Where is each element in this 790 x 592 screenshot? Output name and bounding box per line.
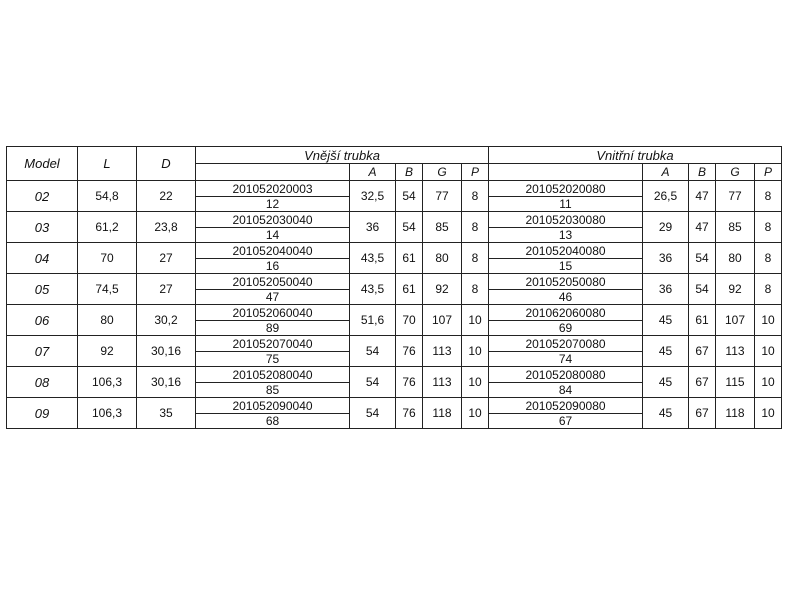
outer-code-cell [196, 367, 350, 398]
outer-g-cell: 77 [423, 181, 462, 212]
outer-code-cell [196, 305, 350, 336]
d-cell: 27 [137, 243, 196, 274]
d-cell: 35 [137, 398, 196, 429]
d-cell: 22 [137, 181, 196, 212]
col-header-l: L [78, 147, 137, 181]
outer-part-number: 85 [265, 382, 280, 397]
inner-a-cell: 45 [643, 305, 689, 336]
outer-a-cell: 54 [350, 336, 396, 367]
outer-b-cell: 76 [396, 336, 423, 367]
outer-part-code: 201052020003 [196, 182, 349, 197]
inner-code-cell [489, 243, 643, 274]
outer-part-number: 89 [265, 320, 280, 335]
outer-g-cell: 107 [423, 305, 462, 336]
inner-part-code: 201052080080 [489, 368, 642, 383]
inner-p-cell: 8 [755, 243, 782, 274]
l-cell: 54,8 [78, 181, 137, 212]
outer-part-number: 12 [265, 196, 280, 211]
inner-b-cell: 61 [689, 305, 716, 336]
outer-col-header-code [196, 164, 350, 181]
inner-part-code: 201052070080 [489, 337, 642, 352]
group-header-outer-tube: Vnější trubka [196, 147, 489, 164]
outer-b-cell: 76 [396, 367, 423, 398]
outer-p-cell: 8 [462, 181, 489, 212]
outer-part-code: 201052030040 [196, 213, 349, 228]
inner-code-cell [489, 212, 643, 243]
outer-a-cell: 43,5 [350, 243, 396, 274]
header-row-groups [7, 147, 782, 164]
inner-g-cell: 80 [716, 243, 755, 274]
outer-col-header-p: P [462, 164, 489, 181]
table-row [7, 243, 782, 274]
outer-g-cell: 113 [423, 336, 462, 367]
model-cell: 06 [7, 305, 78, 336]
table-row [7, 336, 782, 367]
model-cell: 08 [7, 367, 78, 398]
outer-p-cell: 8 [462, 212, 489, 243]
outer-code-cell [196, 398, 350, 429]
outer-b-cell: 54 [396, 212, 423, 243]
inner-part-number: 15 [558, 258, 573, 273]
outer-g-cell: 92 [423, 274, 462, 305]
outer-a-cell: 54 [350, 367, 396, 398]
inner-b-cell: 67 [689, 336, 716, 367]
inner-p-cell: 8 [755, 274, 782, 305]
inner-part-code: 201062060080 [489, 306, 642, 321]
inner-code-cell [489, 367, 643, 398]
outer-part-code: 201052050040 [196, 275, 349, 290]
l-cell: 106,3 [78, 398, 137, 429]
l-cell: 74,5 [78, 274, 137, 305]
inner-part-number: 69 [558, 320, 573, 335]
outer-a-cell: 43,5 [350, 274, 396, 305]
l-cell: 106,3 [78, 367, 137, 398]
outer-g-cell: 80 [423, 243, 462, 274]
inner-part-number: 84 [558, 382, 573, 397]
outer-part-number: 75 [265, 351, 280, 366]
inner-part-number: 11 [559, 196, 572, 211]
outer-part-number: 16 [265, 258, 280, 273]
inner-g-cell: 85 [716, 212, 755, 243]
col-header-model: Model [7, 147, 78, 181]
inner-part-code: 201052040080 [489, 244, 642, 259]
l-cell: 70 [78, 243, 137, 274]
model-cell: 02 [7, 181, 78, 212]
outer-p-cell: 10 [462, 367, 489, 398]
inner-code-cell [489, 305, 643, 336]
inner-part-number: 74 [558, 351, 573, 366]
inner-part-code: 201052050080 [489, 275, 642, 290]
inner-p-cell: 10 [755, 398, 782, 429]
model-cell: 03 [7, 212, 78, 243]
outer-p-cell: 10 [462, 398, 489, 429]
inner-b-cell: 47 [689, 212, 716, 243]
outer-part-code: 201052080040 [196, 368, 349, 383]
outer-p-cell: 8 [462, 243, 489, 274]
inner-p-cell: 8 [755, 181, 782, 212]
inner-part-code: 201052030080 [489, 213, 642, 228]
inner-a-cell: 45 [643, 336, 689, 367]
inner-a-cell: 45 [643, 398, 689, 429]
outer-b-cell: 76 [396, 398, 423, 429]
table-row [7, 305, 782, 336]
inner-a-cell: 45 [643, 367, 689, 398]
inner-col-header-a: A [643, 164, 689, 181]
inner-part-number: 46 [558, 289, 573, 304]
outer-code-cell [196, 243, 350, 274]
inner-code-cell [489, 336, 643, 367]
inner-part-number: 13 [558, 227, 573, 242]
inner-code-cell [489, 181, 643, 212]
outer-g-cell: 118 [423, 398, 462, 429]
inner-col-header-g: G [716, 164, 755, 181]
inner-part-code: 201052090080 [489, 399, 642, 414]
outer-b-cell: 61 [396, 274, 423, 305]
l-cell: 92 [78, 336, 137, 367]
inner-a-cell: 36 [643, 243, 689, 274]
outer-code-cell [196, 212, 350, 243]
outer-code-cell [196, 336, 350, 367]
spec-table [6, 146, 782, 429]
inner-b-cell: 54 [689, 243, 716, 274]
outer-a-cell: 54 [350, 398, 396, 429]
l-cell: 61,2 [78, 212, 137, 243]
inner-part-code: 201052020080 [489, 182, 642, 197]
outer-a-cell: 51,6 [350, 305, 396, 336]
inner-g-cell: 115 [716, 367, 755, 398]
outer-b-cell: 61 [396, 243, 423, 274]
d-cell: 30,16 [137, 367, 196, 398]
inner-a-cell: 29 [643, 212, 689, 243]
outer-code-cell [196, 274, 350, 305]
outer-part-code: 201052060040 [196, 306, 349, 321]
inner-code-cell [489, 398, 643, 429]
outer-col-header-g: G [423, 164, 462, 181]
l-cell: 80 [78, 305, 137, 336]
outer-a-cell: 36 [350, 212, 396, 243]
d-cell: 30,2 [137, 305, 196, 336]
outer-g-cell: 85 [423, 212, 462, 243]
inner-b-cell: 47 [689, 181, 716, 212]
d-cell: 27 [137, 274, 196, 305]
table-row [7, 274, 782, 305]
inner-p-cell: 10 [755, 367, 782, 398]
outer-a-cell: 32,5 [350, 181, 396, 212]
inner-b-cell: 67 [689, 367, 716, 398]
inner-a-cell: 26,5 [643, 181, 689, 212]
outer-part-code: 201052070040 [196, 337, 349, 352]
inner-b-cell: 54 [689, 274, 716, 305]
outer-p-cell: 8 [462, 274, 489, 305]
outer-part-number: 68 [265, 413, 280, 428]
outer-part-number: 14 [265, 227, 280, 242]
outer-col-header-a: A [350, 164, 396, 181]
model-cell: 09 [7, 398, 78, 429]
table-row [7, 367, 782, 398]
inner-p-cell: 10 [755, 305, 782, 336]
table-row [7, 398, 782, 429]
col-header-d: D [137, 147, 196, 181]
inner-col-header-b: B [689, 164, 716, 181]
inner-b-cell: 67 [689, 398, 716, 429]
outer-b-cell: 70 [396, 305, 423, 336]
outer-code-cell [196, 181, 350, 212]
outer-b-cell: 54 [396, 181, 423, 212]
inner-g-cell: 107 [716, 305, 755, 336]
outer-part-code: 201052040040 [196, 244, 349, 259]
inner-g-cell: 118 [716, 398, 755, 429]
table-row [7, 181, 782, 212]
group-header-inner-tube: Vnitřní trubka [489, 147, 782, 164]
inner-g-cell: 77 [716, 181, 755, 212]
model-cell: 04 [7, 243, 78, 274]
inner-code-cell [489, 274, 643, 305]
model-cell: 07 [7, 336, 78, 367]
outer-p-cell: 10 [462, 336, 489, 367]
outer-part-code: 201052090040 [196, 399, 349, 414]
d-cell: 30,16 [137, 336, 196, 367]
table-row [7, 212, 782, 243]
inner-a-cell: 36 [643, 274, 689, 305]
d-cell: 23,8 [137, 212, 196, 243]
inner-col-header-code [489, 164, 643, 181]
inner-p-cell: 10 [755, 336, 782, 367]
outer-col-header-b: B [396, 164, 423, 181]
inner-g-cell: 113 [716, 336, 755, 367]
outer-g-cell: 113 [423, 367, 462, 398]
inner-col-header-p: P [755, 164, 782, 181]
inner-p-cell: 8 [755, 212, 782, 243]
outer-p-cell: 10 [462, 305, 489, 336]
outer-part-number: 47 [265, 289, 280, 304]
inner-part-number: 67 [558, 413, 573, 428]
inner-g-cell: 92 [716, 274, 755, 305]
model-cell: 05 [7, 274, 78, 305]
